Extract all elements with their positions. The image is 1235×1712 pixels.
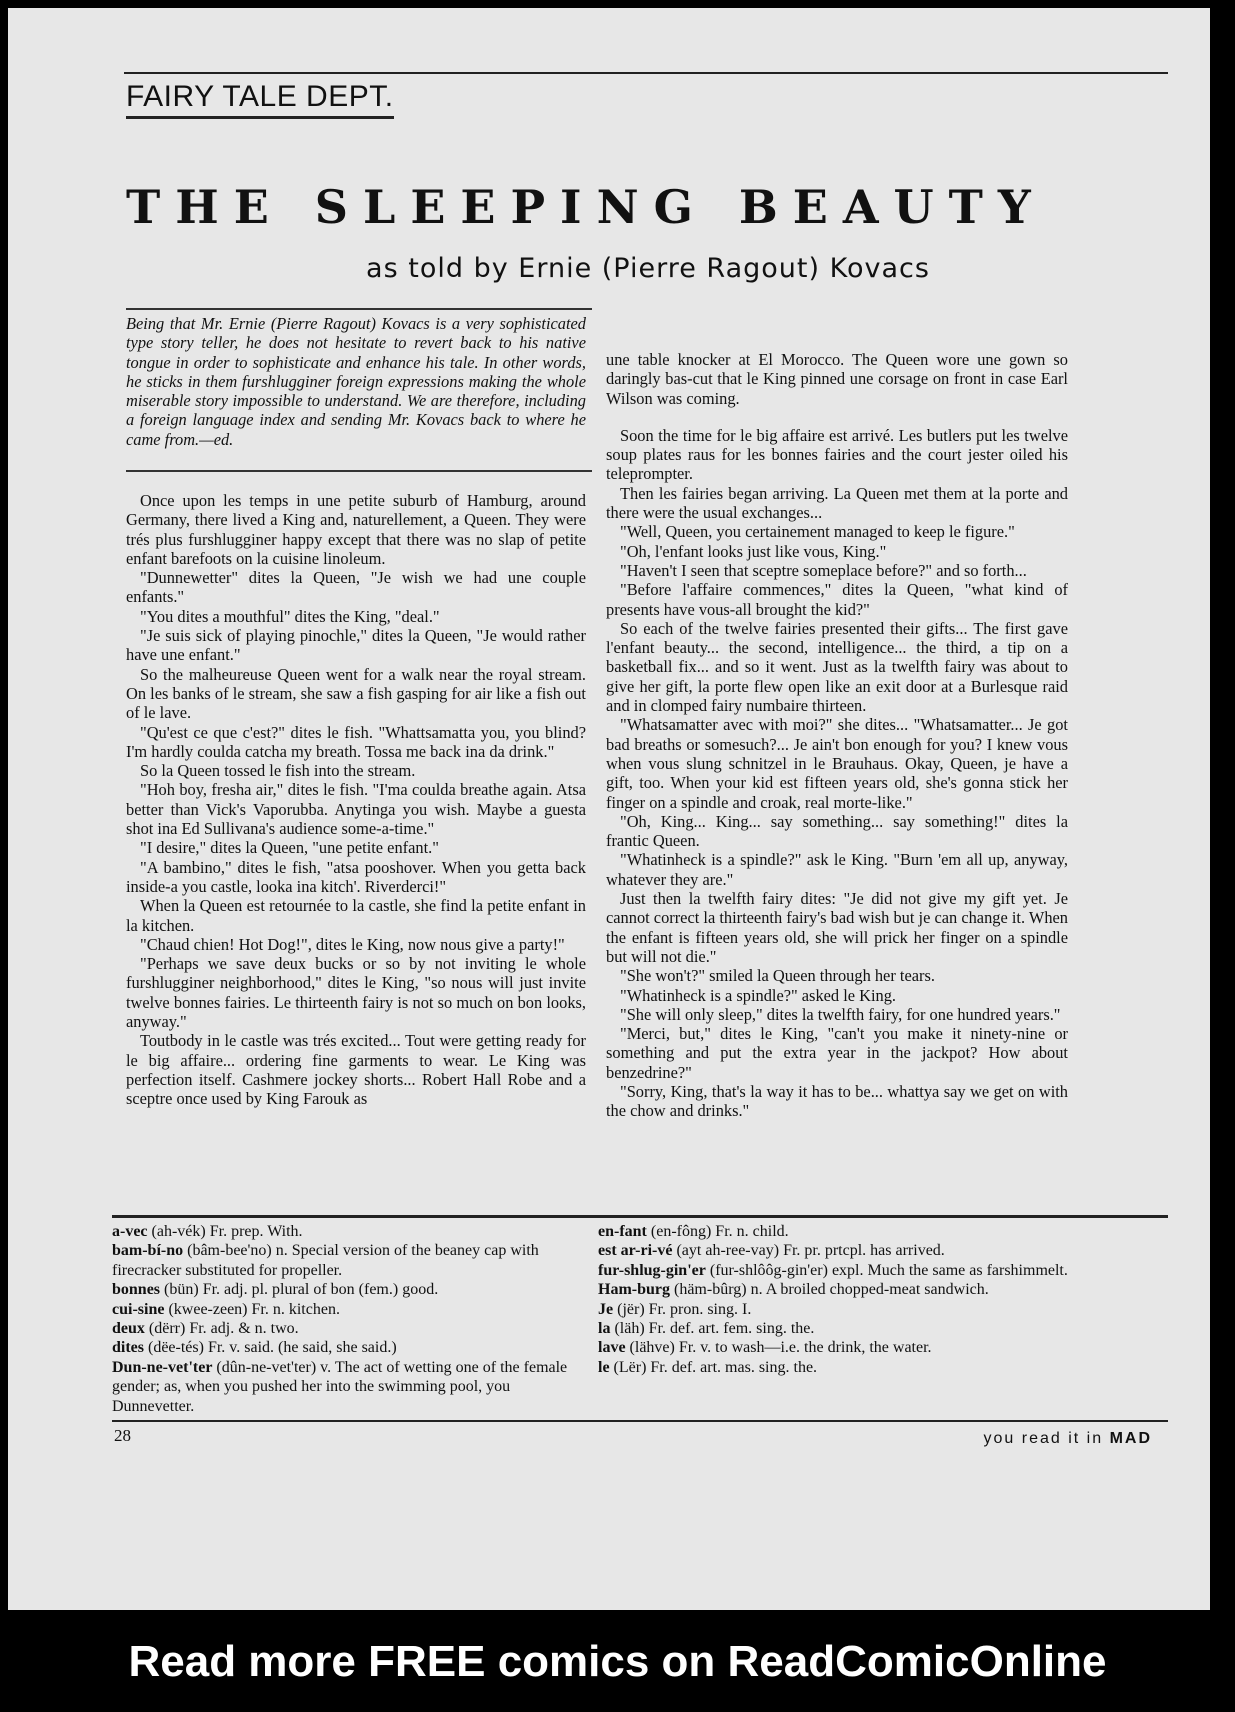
department-heading: FAIRY TALE DEPT. — [126, 80, 394, 119]
glossary-entry — [112, 1280, 582, 1299]
glossary-entry — [112, 1222, 582, 1241]
story-title: THE SLEEPING BEAUTY — [126, 180, 1046, 234]
page-number: 28 — [114, 1426, 131, 1445]
glossary-term: lave — [598, 1339, 626, 1357]
glossary-term: dites — [112, 1339, 144, 1357]
glossary-column-right — [598, 1222, 1068, 1377]
glossary-entry — [598, 1261, 1068, 1280]
paragraph: "Dunnewetter" dites la Queen, "Je wish we had une couple enfants." — [126, 568, 586, 607]
glossary-definition: (häm-bûrg) n. A broiled chopped-meat sandwich. — [674, 1281, 989, 1299]
glossary-definition: (bün) Fr. adj. pl. plural of bon (fem.) good. — [164, 1281, 439, 1299]
glossary-rule — [112, 1215, 1168, 1218]
paragraph: "She will only sleep," dites la twelfth fairy, for one hundred years." — [620, 1004, 1061, 1024]
glossary-definition: (dûn-ne-vet'ter) v. The act of wetting one of the female gender; as, when you pushed her into the swimming pool, you Dunnevetter. — [112, 1358, 568, 1415]
paragraph: "Hoh boy, fresha air," dites le fish. "I'ma coulda breathe again. Atsa better than Vick's Vaporubba. Anytinga you wish. Maybe a guesta shot ina Ed Sullivana's audience some-a-time." — [126, 780, 586, 839]
paragraph: So the malheureuse Queen went for a walk near the royal stream. On les banks of le stream, she saw a fish gasping for air like a fish out of le lave. — [126, 664, 586, 723]
paragraph: "Oh, l'enfant looks just like vous, King." — [620, 541, 887, 561]
glossary-entry — [112, 1319, 582, 1338]
paragraph: "You dites a mouthful" dites the King, "deal." — [140, 606, 440, 626]
glossary-term: a-vec — [112, 1223, 148, 1240]
tagline-brand: MAD — [1109, 1430, 1152, 1447]
paragraph: "Je suis sick of playing pinochle," dites la Queen, "Je would rather have une enfant." — [126, 626, 586, 665]
glossary-entry — [112, 1300, 582, 1319]
glossary-term: en-fant — [598, 1223, 647, 1240]
glossary-entry — [112, 1338, 582, 1357]
paragraph: "Haven't I seen that sceptre someplace before?" and so forth... — [620, 560, 1027, 580]
glossary-entry — [598, 1241, 1068, 1260]
glossary-entry — [598, 1358, 1068, 1377]
glossary-term: fur-shlug-gin'er — [598, 1261, 706, 1279]
paragraph: "Whatsamatter avec with moi?" she dites... "Whatsamatter... Je got bad breaths or somesuch?... Je ain't bon enough for you? I knew vous when vous slung schnitzel in le Brauhaus. Okay, Queen, je have a gift, too. When your kid est fifteen years old, she's gonna stick her finger on a spindle and croak, real morte-like." — [606, 715, 1068, 812]
footer-rule — [112, 1420, 1168, 1422]
glossary-definition: (en-fông) Fr. n. child. — [650, 1223, 789, 1240]
glossary-definition: (läh) Fr. def. art. fem. sing. the. — [614, 1320, 815, 1338]
paragraph: "Oh, King... King... say something... say something!" dites la frantic Queen. — [606, 811, 1068, 851]
paragraph: "Whatinheck is a spindle?" asked le King. — [620, 985, 897, 1005]
footer-tagline — [984, 1430, 1153, 1448]
paragraph: "Chaud chien! Hot Dog!", dites le King, now nous give a party!" — [140, 934, 565, 954]
editor-intro — [126, 308, 586, 467]
glossary-entry — [598, 1300, 1068, 1319]
glossary-entry — [598, 1280, 1068, 1299]
glossary-definition: (dërr) Fr. adj. & n. two. — [148, 1320, 299, 1338]
story-column-right — [606, 350, 1068, 1121]
paragraph: "Whatinheck is a spindle?" ask le King. "Burn 'em all up, anyway, whatever they are." — [606, 850, 1068, 889]
glossary-definition: (ayt ah-ree-vay) Fr. pr. prtcpl. has arrived. — [676, 1242, 945, 1260]
glossary-term: la — [598, 1320, 611, 1338]
glossary-definition: (jër) Fr. pron. sing. I. — [617, 1300, 752, 1318]
site-banner[interactable]: Read more FREE comics on ReadComicOnline — [128, 1637, 1107, 1686]
glossary-term: Ham-burg — [598, 1281, 670, 1299]
glossary-entry — [598, 1319, 1068, 1338]
glossary-definition: (ah-vék) Fr. prep. With. — [151, 1223, 303, 1240]
glossary-term: bam-bí-no — [112, 1242, 184, 1260]
glossary-column-left — [112, 1222, 582, 1416]
paragraph: "Sorry, King, that's la way it has to be... whattya say we get on with the chow and drinks." — [606, 1081, 1068, 1121]
paragraph: "She won't?" smiled la Queen through her tears. — [620, 966, 935, 986]
glossary-definition: (Lër) Fr. def. art. mas. sing. the. — [613, 1358, 818, 1376]
glossary-term: Dun-ne-vet'ter — [112, 1358, 213, 1376]
intro-bottom-rule — [126, 470, 592, 472]
glossary-definition: (kwee-zeen) Fr. n. kitchen. — [168, 1300, 340, 1318]
glossary-term: bonnes — [112, 1281, 161, 1299]
paragraph: "I desire," dites la Queen, "une petite enfant." — [140, 838, 439, 858]
glossary-definition: (fur-shlôôg-gin'er) expl. Much the same as farshimmelt. — [709, 1261, 1068, 1279]
paragraph: Toutbody in le castle was trés excited... Tout were getting ready for le big affaire... ordering fine garments to wear. Le King was perfection itself. Cashmere jockey shorts... Robert Hall Robe and a sceptre once used by King Farouk as — [126, 1031, 586, 1109]
paragraph: So la Queen tossed le fish into the stream. — [140, 761, 416, 781]
story-byline: as told by Ernie (Pierre Ragout) Kovacs — [366, 253, 930, 284]
glossary-entry — [598, 1222, 1068, 1241]
glossary-term: deux — [112, 1320, 145, 1338]
glossary-term: est ar-ri-vé — [598, 1242, 673, 1260]
glossary-term: Je — [598, 1300, 614, 1318]
paragraph: "A bambino," dites le fish, "atsa pooshover. When you getta back inside-a you castle, looka ina kitch'. Riverderci!" — [126, 857, 586, 896]
glossary-definition: (dëe-tés) Fr. v. said. (he said, she said.) — [148, 1339, 397, 1357]
glossary-entry — [112, 1241, 582, 1280]
paragraph: une table knocker at El Morocco. The Queen wore une gown so daringly bas-cut that le King pinned une corsage on front in case Earl Wilson was coming. — [606, 350, 1068, 408]
paragraph: Once upon les temps in une petite suburb of Hamburg, around Germany, there lived a King and, naturellement, a Queen. They were trés plus furshlugginer happy except that there was no slap of petite enfant barefoots on la cuisine linoleum. — [126, 491, 586, 568]
header-rule — [124, 72, 1168, 74]
magazine-page — [8, 8, 1210, 1610]
intro-text: Being that Mr. Ernie (Pierre Ragout) Kovacs is a very sophisticated type story teller, he does not hesitate to revert back to his native tongue in order to sophisticate and enhance his tale. In other words, he sticks in them furshlugginer foreign expressions making the whole miserable story impossible to understand. We are therefore, including a foreign language index and sending Mr. Kovacs back to where he came from.—ed. — [126, 314, 586, 449]
paragraph: When la Queen est retournée to la castle, she find la petite enfant in la kitchen. — [126, 896, 586, 935]
paragraph: "Before l'affaire commences," dites la Queen, "what kind of presents have vous-all brought the kid?" — [606, 580, 1068, 619]
paragraph: Soon the time for le big affaire est arrivé. Les butlers put les twelve soup plates raus for les bonnes fairies and the court jester oiled his teleprompter. — [606, 425, 1068, 484]
paragraph: Just then la twelfth fairy dites: "Je did not give my gift yet. Je cannot correct la thirteenth fairy's bad wish but je can change it. When the enfant is fifteen years old, she will prick her finger on a spindle but will not die." — [606, 889, 1068, 966]
glossary-definition: (bâm-bee'no) n. Special version of the beaney cap with firecracker substituted for propeller. — [112, 1242, 539, 1279]
glossary-entry — [598, 1338, 1068, 1357]
paragraph: "Perhaps we save deux bucks or so by not inviting le whole furshlugginer neighborhood," dites le King, "so nous will just invite twelve bonnes fairies. Le thirteenth fairy is not so much on bon looks, anyway." — [126, 954, 586, 1032]
paragraph: "Well, Queen, you certainement managed to keep le figure." — [620, 522, 1015, 542]
glossary-definition: (lähve) Fr. v. to wash—i.e. the drink, the water. — [629, 1339, 932, 1357]
paragraph: Then les fairies began arriving. La Queen met them at la porte and there were the usual exchanges... — [606, 483, 1068, 523]
paragraph: "Qu'est ce que c'est?" dites le fish. "Whattsamatta you, you blind? I'm hardly coulda catcha my breath. Tossa me back ina da drink." — [126, 722, 586, 761]
glossary-term: cui-sine — [112, 1300, 165, 1318]
paragraph: "Merci, but," dites le King, "can't you make it ninety-nine or something and put the extra year in the jackpot? How about benzedrine?" — [606, 1024, 1068, 1082]
glossary-entry — [112, 1358, 582, 1416]
paragraph: So each of the twelve fairies presented their gifts... The first gave l'enfant beauty... the second, intelligence... the third, a tip on a basketball fix... and so it went. Just as la twelfth fairy was about to give her gift, la porte flew open like an exit door at a Burlesque raid and in clomped fairy numbaire thirteen. — [606, 618, 1068, 716]
tagline-text: you read it in — [983, 1430, 1104, 1447]
story-column-left — [126, 491, 586, 1109]
glossary-term: le — [598, 1358, 610, 1376]
